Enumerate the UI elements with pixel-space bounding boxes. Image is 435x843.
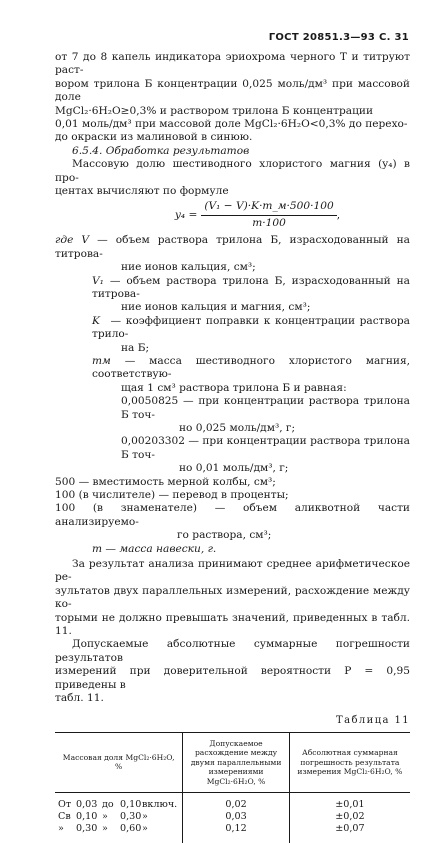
definition-text: щая 1 см³ раствора трилона Б и равная:	[121, 381, 347, 394]
definition-text: го раствора, см³;	[177, 529, 272, 542]
definition-text: — масса шестиводного хлористого магния, соответствую-	[92, 354, 411, 381]
tolerance-paragraph	[55, 638, 410, 705]
definition	[55, 315, 410, 355]
text-line: измерений при доверительной вероятности P = 0,95 приведены в	[55, 665, 410, 691]
definition-text: ние ионов кальция и магния, см³;	[121, 301, 311, 314]
sub-value	[55, 435, 410, 475]
text-line: Массовую долю шестиводного хлористого магния (y₄) в про-	[55, 158, 410, 184]
text-line: зультатов двух параллельных измерений, расхождение между ко-	[55, 584, 410, 611]
definition-text: ние ионов кальция, см³;	[121, 261, 256, 274]
range-part: 0,30	[76, 822, 98, 834]
formula-end: ,	[336, 208, 341, 221]
range-part: »	[142, 822, 148, 834]
range-cell	[55, 811, 183, 823]
text-line: торыми не должно превышать значений, приведенных в табл. 11.	[55, 611, 410, 638]
text-line: За результат анализа принимают среднее арифметическое ре-	[55, 558, 410, 584]
column-header: Массовая доля MgCl₂·6H₂O, %	[55, 732, 183, 792]
table-row	[55, 811, 410, 823]
sub-value-text: но 0,025 моль/дм³, г;	[179, 421, 296, 434]
definition-text: m — масса навески, г.	[92, 542, 217, 555]
result-paragraph	[55, 558, 410, 638]
text-line: табл. 11.	[55, 692, 104, 705]
definition-symbol: K	[92, 314, 100, 327]
range-part: 0,30	[120, 810, 142, 822]
column-header: Допускаемое расхождение между двумя параллельными измерениями MgCl₂·6H₂O, %	[183, 732, 290, 792]
definition-text: на Б;	[121, 341, 150, 354]
formula	[55, 200, 410, 230]
table-header-row	[55, 732, 410, 792]
range-part: 0,03	[76, 798, 98, 810]
definition-text: — объем раствора трилона Б, израсходованный на титрова-	[92, 274, 410, 300]
definition-text: 100 (в знаменателе) — объем аликвотной части анализируемо-	[55, 502, 410, 528]
range-part: 0,10	[120, 798, 142, 810]
section-heading: 6.5.4. Обработка результатов	[72, 144, 250, 157]
range-part: включ.	[142, 798, 178, 810]
calc-paragraph	[55, 158, 410, 198]
range-part: 0,60	[120, 822, 142, 834]
definition	[55, 234, 410, 274]
definition	[55, 275, 410, 315]
text-line: от 7 до 8 капель индикатора эриохрома черного Т и титруют раст-	[55, 51, 410, 77]
formula-lhs: y₄ =	[174, 208, 198, 221]
sub-value-text: 0,00203302 — при концентрации раствора трилона Б точ-	[121, 435, 410, 461]
diff-cell: 0,12	[183, 823, 290, 843]
definitions	[55, 234, 410, 556]
definition	[55, 355, 410, 395]
definition-symbol: V₁	[92, 274, 104, 287]
sub-value-text: но 0,01 моль/дм³, г;	[179, 462, 289, 475]
range-part: »	[58, 822, 64, 834]
range-cell	[55, 823, 183, 843]
tolerance-table	[55, 732, 410, 843]
sub-value-text: 0,0050825 — при концентрации раствора трилона Б точ-	[121, 395, 410, 421]
range-part: до	[102, 798, 114, 810]
column-header: Абсолютная суммарная погрешность результата измерения MgCl₂·6H₂O, %	[289, 732, 410, 792]
text-line: 0,01 моль/дм³ при массовой доле MgCl₂·6H₂O<0,3% до перехо-	[55, 118, 408, 131]
intro-paragraph	[55, 51, 410, 145]
diff-cell: 0,03	[183, 811, 290, 823]
range-part: »	[142, 810, 148, 822]
page-header: ГОСТ 20851.3—93 С. 31	[268, 32, 409, 43]
table-row	[55, 823, 410, 843]
error-cell: ±0,02	[289, 811, 410, 823]
error-cell: ±0,01	[289, 792, 410, 811]
definition-symbol: mм	[92, 354, 111, 367]
text-line: Допускаемые абсолютные суммарные погрешности результатов	[55, 638, 410, 664]
definition-symbol: где V	[55, 234, 90, 247]
formula-fraction	[201, 200, 336, 230]
range-cell	[55, 792, 183, 811]
definition	[55, 489, 410, 502]
definition-text: — коэффициент поправки к концентрации раствора трило-	[92, 314, 410, 341]
range-part: Св	[58, 810, 71, 822]
definition-text: — объем раствора трилона Б, израсходованный на титрова-	[55, 234, 410, 260]
error-cell: ±0,07	[289, 823, 410, 843]
text-line: вором трилона Б концентрации 0,025 моль/дм³ при массовой доле	[55, 77, 410, 104]
sub-value	[55, 395, 410, 435]
diff-cell: 0,02	[183, 792, 290, 811]
range-part: »	[102, 810, 108, 822]
range-part: »	[102, 822, 108, 834]
definition-text: 100 (в числителе) — перевод в проценты;	[55, 489, 289, 501]
table-caption: Таблица 11	[336, 714, 410, 726]
formula-numerator: (V₁ − V)·K·m_м·500·100	[201, 200, 336, 215]
text-line: до окраски из малиновой в синюю.	[55, 131, 253, 144]
definition	[55, 476, 410, 489]
table-row	[55, 792, 410, 811]
definition	[55, 543, 410, 556]
formula-denominator: m·100	[252, 216, 286, 229]
definition-text: 500 — вместимость мерной колбы, см³;	[55, 475, 276, 488]
definition	[55, 502, 410, 542]
text-line: MgCl₂·6H₂O≥0,3% и раствором трилона Б концентрации	[55, 104, 374, 117]
document-body	[55, 51, 410, 843]
text-line: центах вычисляют по формуле	[55, 185, 229, 198]
range-part: От	[58, 798, 72, 810]
range-part: 0,10	[76, 810, 98, 822]
